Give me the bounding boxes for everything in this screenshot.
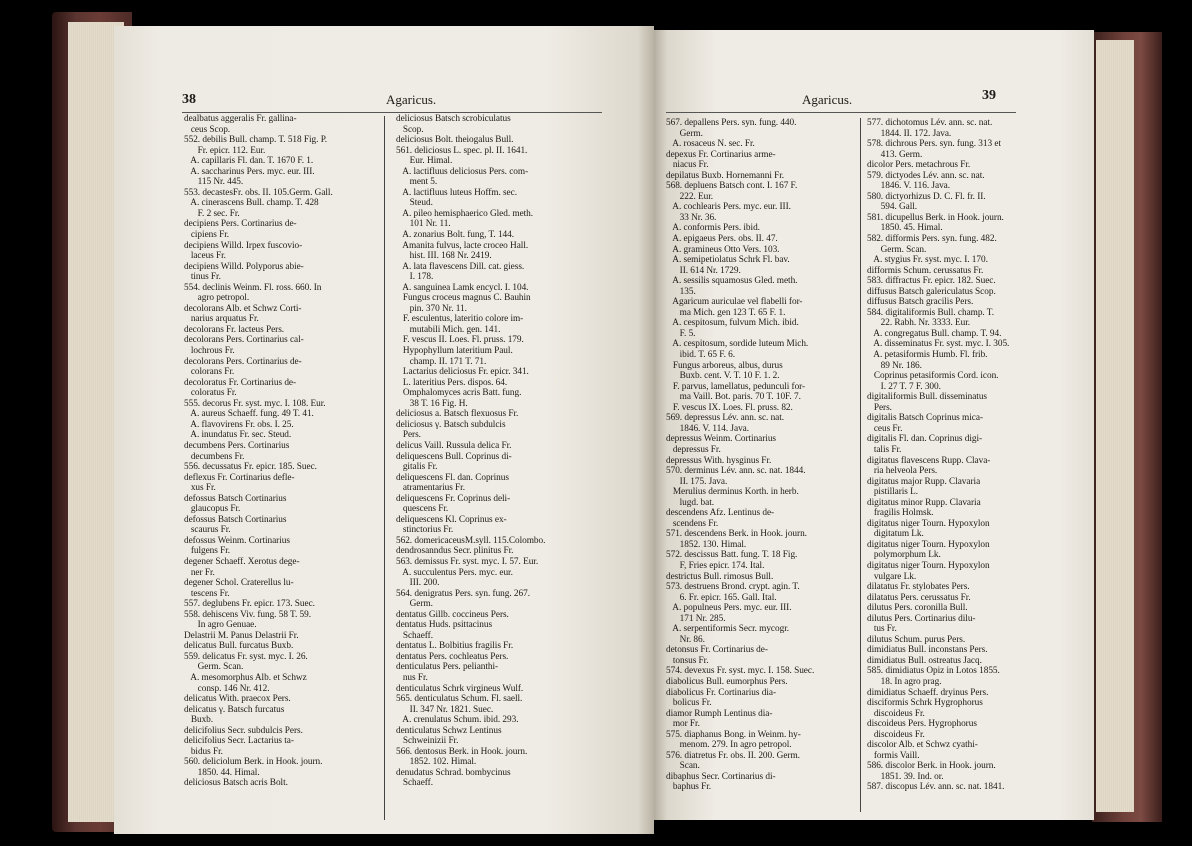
index-entry-line: champ. II. 171 T. 71. (396, 356, 487, 367)
index-entry-line: 585. dimidiatus Opiz in Lotos 1855. (867, 666, 1000, 677)
index-entry-line: 581. dicupellus Berk. in Hook. journ. (867, 212, 1004, 223)
index-entry-line: fragilis Holmsk. (867, 508, 934, 519)
index-entry-line: 561. deliciosus L. spec. pl. II. 1641. (396, 145, 528, 156)
index-entry-line: A. mesomorphus Alb. et Schwz (184, 672, 307, 683)
index-entry-line: A. stygius Fr. syst. myc. I. 170. (867, 255, 988, 266)
index-entry-line: delicifolius Secr. subdulcis Pers. (184, 725, 303, 736)
index-entry-line: A. cochlearis Pers. myc. eur. III. (666, 202, 791, 213)
index-entry-line: Coprinus petasiformis Cord. icon. (867, 371, 999, 382)
index-entry-line: F. vescus IX. Loes. Fl. pruss. 82. (666, 402, 793, 413)
index-entry-line: digitatus flavescens Rupp. Clava- (867, 455, 991, 466)
index-entry-line: polymorphum Lk. (867, 550, 941, 561)
index-entry-line: tescens Fr. (184, 588, 230, 599)
index-entry-line: depressus Fr. (666, 444, 721, 455)
index-entry-line: digitalis Fl. dan. Coprinus digi- (867, 434, 983, 445)
index-entry-line: 22. Rabh. Nr. 3333. Eur. (867, 318, 971, 329)
index-entry-line: A. serpentiformis Secr. mycogr. (666, 624, 790, 635)
right-header-rule (666, 112, 1016, 113)
index-entry-line: A. sanguinea Lamk encycl. I. 104. (396, 282, 529, 293)
index-entry-line: digitatum Lk. (867, 529, 924, 540)
index-entry-line: F. parvus, lamellatus, pedunculi for- (666, 381, 806, 392)
index-entry-line: Buxb. cent. V. T. 10 F. 1. 2. (666, 371, 780, 382)
index-entry-line: 576. diatretus Fr. obs. II. 200. Germ. (666, 750, 800, 761)
index-entry-line: 562. domericaceusM.syll. 115.Colombo. (396, 535, 546, 546)
index-entry-line: discolor Alb. et Schwz cyathi- (867, 740, 978, 751)
index-entry-line: delicatus With. praecox Pers. (184, 694, 291, 705)
index-entry-line: decolorans Pers. Cortinarius de- (184, 356, 302, 367)
index-entry-line: difformis Schum. cerussatus Fr. (867, 265, 984, 276)
index-entry-line: 89 Nr. 186. (867, 360, 922, 371)
index-entry-line: 552. debilis Bull. champ. T. 518 Fig. P. (184, 135, 328, 146)
index-entry-line: digitatus minor Rupp. Clavaria (867, 497, 981, 508)
index-entry-line: Agaricum auriculae vel flabelli for- (666, 297, 803, 308)
index-entry-line: diabolicus Bull. eumorphus Pers. (666, 676, 788, 687)
index-entry-line: deliciosus Bolt. theiogalus Bull. (396, 135, 514, 146)
index-entry-line: 570. derminus Lév. ann. sc. nat. 1844. (666, 466, 806, 477)
index-entry-line: diffusus Batsch galericulatus Scop. (867, 286, 996, 297)
index-entry-line: Schweinizii Fr. (396, 736, 459, 747)
index-entry-line: bidus Fr. (184, 746, 223, 757)
index-entry-line: A. pileo hemisphaerico Gled. meth. (396, 208, 534, 219)
index-entry-line: ma Mich. gen 123 T. 65 F. 1. (666, 307, 786, 318)
index-entry-line: dealbatus aggeralis Fr. gallina- (184, 114, 297, 124)
index-entry-line: digitatus niger Tourn. Hypoxylon (867, 539, 990, 550)
index-entry-line: 38 T. 16 Fig. H. (396, 398, 468, 409)
index-entry-line: decumbens Fr. (184, 451, 245, 462)
index-entry-line: 1846. V. 114. Java. (666, 423, 750, 434)
index-entry-line: II. 614 Nr. 1729. (666, 265, 741, 276)
index-entry-line: consp. 146 Nr. 412. (184, 683, 270, 694)
index-entry-line: digitaliformis Bull. disseminatus (867, 392, 987, 403)
index-entry-line: mutabili Mich. gen. 141. (396, 324, 501, 335)
index-entry-line: quescens Fr. (396, 504, 449, 515)
index-entry-line: vulgare Lk. (867, 571, 917, 582)
index-entry-line: A. lactifluus luteus Hoffm. sec. (396, 187, 517, 198)
index-entry-line: depressus With. hysginus Fr. (666, 455, 772, 466)
right-page-column-2 (867, 118, 1009, 793)
index-entry-line: discoideus Fr. (867, 729, 925, 740)
left-page-number: 38 (182, 92, 196, 107)
index-entry-line: 101 Nr. 11. (396, 219, 451, 230)
index-entry-line: depexus Fr. Cortinarius arme- (666, 149, 776, 160)
index-entry-line: bolicus Fr. (666, 698, 712, 709)
index-entry-line: Scan. (666, 761, 700, 772)
index-entry-line: diabolicus Fr. Cortinarius dia- (666, 687, 776, 698)
index-entry-line: degener Schaeff. Xerotus dege- (184, 556, 300, 567)
index-entry-line: 413. Germ. (867, 149, 923, 160)
index-entry-line: agro petropol. (184, 293, 250, 304)
index-entry-line: A. zonarius Bolt. fung, T. 144. (396, 230, 515, 241)
index-entry-line: dicolor Pers. metachrous Fr. (867, 160, 971, 171)
index-entry-line: tinus Fr. (184, 272, 221, 283)
index-entry-line: pin. 370 Nr. 11. (396, 303, 467, 314)
index-entry-line: A. cespitosum, sordide luteum Mich. (666, 339, 809, 350)
index-entry-line: F, Fries epicr. 174. Ital. (666, 560, 765, 571)
index-entry-line: II. 347 Nr. 1821. Suec. (396, 704, 494, 715)
index-entry-line: hist. III. 168 Nr. 2419. (396, 251, 492, 262)
index-entry-line: formis Vaill. (867, 750, 920, 761)
index-entry-line: 563. demissus Fr. syst. myc. I. 57. Eur. (396, 556, 539, 567)
index-entry-line: 567. depallens Pers. syn. fung. 440. (666, 118, 797, 128)
index-entry-line: narius arquatus Fr. (184, 314, 259, 325)
index-entry-line: colorans Fr. (184, 367, 235, 378)
index-entry-line: A. saccharinus Pers. myc. eur. III. (184, 166, 315, 177)
index-entry-line: gitalis Fr. (396, 462, 438, 473)
index-entry-line: delicatus Bull. furcatus Buxb. (184, 641, 294, 652)
index-entry-line: detonsus Fr. Cortinarius de- (666, 645, 768, 656)
index-entry-line: niacus Fr. (666, 160, 709, 171)
index-entry-line: dibaphus Secr. Cortinarius di- (666, 771, 776, 782)
index-entry-line: 594. Gall. (867, 202, 918, 213)
index-entry-line: dimidiatus Bull. inconstans Pers. (867, 645, 988, 656)
index-entry-line: 553. decastesFr. obs. II. 105.Germ. Gall. (184, 187, 333, 198)
index-entry-line: F. 5. (666, 328, 696, 339)
index-entry-line: dentatus Gillb. coccineus Pers. (396, 609, 509, 620)
index-entry-line: deliquescens Kl. Coprinus ex- (396, 514, 507, 525)
index-entry-line: 135. (666, 286, 696, 297)
right-page-number: 39 (982, 88, 996, 103)
index-entry-line: Merulius derminus Korth. in herb. (666, 487, 799, 498)
index-entry-line: pistillaris L. (867, 487, 919, 498)
index-entry-line: F. 2 sec. Fr. (184, 208, 240, 219)
index-entry-line: A. inundatus Fr. sec. Steud. (184, 430, 292, 441)
index-entry-line: deliciosus γ. Batsch subdulcis (396, 419, 506, 430)
index-entry-line: 6. Fr. epicr. 165. Gall. Ital. (666, 592, 777, 603)
index-entry-line: 573. destruens Brond. crypt. agin. T. (666, 582, 800, 593)
open-book (52, 10, 1162, 836)
index-entry-line: nus Fr. (396, 672, 428, 683)
left-column-divider (384, 116, 385, 820)
index-entry-line: deliciosus a. Batsch flexuosus Fr. (396, 409, 519, 420)
index-entry-line: deliquescens Bull. Coprinus di- (396, 451, 512, 462)
index-entry-line: decolorans Pers. Cortinarius cal- (184, 335, 304, 346)
index-entry-line: II. 175. Java. (666, 476, 728, 487)
index-entry-line: 586. discolor Berk. in Hook. journ. (867, 761, 996, 772)
index-entry-line: 564. denigratus Pers. syn. fung. 267. (396, 588, 530, 599)
index-entry-line: deliquescens Fr. Coprinus deli- (396, 493, 511, 504)
index-entry-line: 574. devexus Fr. syst. myc. I. 158. Suec. (666, 666, 815, 677)
index-entry-line: A. flavovirens Fr. obs. I. 25. (184, 419, 294, 430)
index-entry-line: 557. deglubens Fr. epicr. 173. Suec. (184, 599, 315, 610)
index-entry-line: discoideus Pers. Hygrophorus (867, 719, 977, 730)
index-entry-line: depilatus Buxb. Hornemanni Fr. (666, 170, 785, 181)
index-entry-line: dendrosanndus Secr. plinitus Fr. (396, 546, 514, 557)
index-entry-line: ria helveola Pers. (867, 466, 938, 477)
index-entry-line: denticulatus Pers. pelianthi- (396, 662, 499, 673)
index-entry-line: In agro Genuae. (184, 620, 257, 631)
index-entry-line: A. semipetiolatus Schrk Fl. bav. (666, 255, 790, 266)
index-entry-line: lochrous Fr. (184, 346, 235, 357)
index-entry-line: digitatus major Rupp. Clavaria (867, 476, 981, 487)
index-entry-line: digitatus niger Tourn. Hypoxylon (867, 518, 990, 529)
index-entry-line: dentatus Pers. cochleatus Pers. (396, 651, 509, 662)
index-entry-line: glaucopus Fr. (184, 504, 241, 515)
index-entry-line: mor Fr. (666, 719, 700, 730)
index-entry-line: denticulatus Schwz Lentinus (396, 725, 502, 736)
left-page-column-2 (396, 114, 545, 789)
index-entry-line: A. congregatus Bull. champ. T. 94. (867, 328, 1002, 339)
index-entry-line: A. cespitosum, fulvum Mich. ibid. (666, 318, 799, 329)
index-entry-line: 578. dichrous Pers. syn. fung. 313 et (867, 139, 1001, 150)
index-entry-line: A. rosaceus N. sec. Fr. (666, 139, 755, 150)
index-entry-line: 1846. V. 116. Java. (867, 181, 951, 192)
left-header-rule (182, 112, 602, 113)
index-entry-line: 577. dichotomus Lév. ann. sc. nat. (867, 118, 993, 128)
index-entry-line: destrictus Bull. rimosus Bull. (666, 571, 774, 582)
index-entry-line: diffusus Batsch gracilis Pers. (867, 297, 974, 308)
index-entry-line: dilatatus Fr. stylobates Pers. (867, 582, 970, 593)
index-entry-line: A. petasiformis Humb. Fl. frib. (867, 350, 988, 361)
index-entry-line: decolorans Fr. lacteus Pers. (184, 324, 285, 335)
index-entry-line: Germ. (666, 128, 703, 139)
index-entry-line: III. 200. (396, 578, 440, 589)
index-entry-line: A. gramineus Otto Vers. 103. (666, 244, 780, 255)
right-page-column-1 (666, 118, 814, 793)
index-entry-line: deflexus Fr. Cortinarius defle- (184, 472, 295, 483)
index-entry-line: 582. difformis Pers. syn. fung. 482. (867, 234, 997, 245)
index-entry-line: Pers. (396, 430, 421, 441)
page-edges-right (1096, 40, 1134, 812)
index-entry-line: digitatus niger Tourn. Hypoxylon (867, 560, 990, 571)
index-entry-line: 568. depluens Batsch cont. I. 167 F. (666, 181, 798, 192)
index-entry-line: deliciosus Batsch scrobiculatus (396, 114, 511, 124)
index-entry-line: Buxb. (184, 715, 214, 726)
index-entry-line: L. lateritius Pers. dispos. 64. (396, 377, 508, 388)
index-entry-line: Fr. epicr. 112. Eur. (184, 145, 266, 156)
index-entry-line: descendens Afz. Lentinus de- (666, 508, 775, 519)
index-entry-line: defossus Batsch Cortinarius (184, 493, 287, 504)
index-entry-line: Schaeff. (396, 630, 433, 641)
index-entry-line: 33 Nr. 36. (666, 212, 717, 223)
index-entry-line: delicatus γ. Batsch furcatus (184, 704, 285, 715)
index-entry-line: ibid. T. 65 F. 6. (666, 350, 736, 361)
index-entry-line: coloratus Fr. (184, 388, 237, 399)
index-entry-line: Delastrii M. Panus Delastrii Fr. (184, 630, 299, 641)
index-entry-line: F. vescus II. Loes. Fl. pruss. 179. (396, 335, 524, 346)
index-entry-line: I. 178. (396, 272, 434, 283)
index-entry-line: 575. diaphanus Bong. in Weinm. hy- (666, 729, 801, 740)
index-entry-line: 565. denticulatus Schum. Fl. saell. (396, 694, 523, 705)
index-entry-line: 1852. 130. Himal. (666, 539, 747, 550)
index-entry-line: Lactarius deliciosus Fr. epicr. 341. (396, 367, 529, 378)
index-entry-line: 566. dentosus Berk. in Hook. journ. (396, 746, 528, 757)
index-entry-line: dilutus Pers. Cortinarius dilu- (867, 613, 976, 624)
index-entry-line: tus Fr. (867, 624, 897, 635)
index-entry-line: diamor Rumph Lentinus dia- (666, 708, 773, 719)
left-page-column-1 (184, 114, 333, 789)
index-entry-line: laceus Fr. (184, 251, 226, 262)
index-entry-line: F. esculentus, lateritio colore im- (396, 314, 524, 325)
index-entry-line: A. crenulatus Schum. ibid. 293. (396, 715, 519, 726)
index-entry-line: menom. 279. In agro petropol. (666, 740, 792, 751)
index-entry-line: 583. diffractus Fr. epicr. 182. Suec. (867, 276, 996, 287)
index-entry-line: A. populneus Pers. myc. eur. III. (666, 603, 792, 614)
index-entry-line: 171 Nr. 285. (666, 613, 726, 624)
index-entry-line: A. epigaeus Pers. obs. II. 47. (666, 234, 778, 245)
index-entry-line: denticulatus Schrk virgineus Wulf. (396, 683, 524, 694)
index-entry-line: 115 Nr. 445. (184, 177, 244, 188)
index-entry-line: A. aureus Schaeff. fung. 49 T. 41. (184, 409, 314, 420)
index-entry-line: decipiens Willd. Irpex fuscovio- (184, 240, 303, 251)
index-entry-line: fulgens Fr. (184, 546, 231, 557)
index-entry-line: A. capillaris Fl. dan. T. 1670 F. 1. (184, 156, 314, 167)
right-running-head: Agaricus. (802, 92, 853, 107)
left-page (114, 26, 654, 834)
index-entry-line: Hypophyllum lateritium Paul. (396, 346, 513, 357)
left-running-head: Agaricus. (386, 92, 437, 107)
index-entry-line: Pers. (867, 402, 892, 413)
index-entry-line: A. lactifluus deliciosus Pers. com- (396, 166, 529, 177)
index-entry-line: Scop. (396, 124, 424, 135)
index-entry-line: A. succulentus Pers. myc. eur. (396, 567, 513, 578)
index-entry-line: Eur. Himal. (396, 156, 453, 167)
index-entry-line: Schaeff. (396, 778, 433, 789)
index-entry-line: delicus Vaill. Russula delica Fr. (396, 440, 512, 451)
index-entry-line: deliciosus Batsch acris Bolt. (184, 778, 288, 789)
index-entry-line: denudatus Schrad. bombycinus (396, 767, 511, 778)
index-entry-line: scaurus Fr. (184, 525, 231, 536)
index-entry-line: dilatatus Pers. cerussatus Fr. (867, 592, 971, 603)
index-entry-line: ment 5. (396, 177, 438, 188)
index-entry-line: Germ. (396, 599, 433, 610)
index-entry-line: I. 27 T. 7 F. 300. (867, 381, 941, 392)
index-entry-line: 572. descissus Batt. fung. T. 18 Fig. (666, 550, 798, 561)
index-entry-line: delicifolius Secr. Lactarius ta- (184, 736, 294, 747)
index-entry-line: 559. delicatus Fr. syst. myc. I. 26. (184, 651, 308, 662)
index-entry-line: 1844. II. 172. Java. (867, 128, 952, 139)
index-entry-line: 558. dehiscens Viv. fung. 58 T. 59. (184, 609, 311, 620)
index-entry-line: A. cinerascens Bull. champ. T. 428 (184, 198, 319, 209)
index-entry-line: xus Fr. (184, 483, 216, 494)
index-entry-line: 571. descendens Berk. in Hook. journ. (666, 529, 807, 540)
index-entry-line: tonsus Fr. (666, 655, 709, 666)
index-entry-line: scendens Fr. (666, 518, 719, 529)
index-entry-line: decipiens Pers. Cortinarius de- (184, 219, 297, 230)
index-entry-line: 555. decorus Fr. syst. myc. I. 108. Eur. (184, 398, 326, 409)
index-entry-line: ceus Fr. (867, 423, 903, 434)
index-entry-line: dentatus L. Bolbitius fragilis Fr. (396, 641, 514, 652)
index-entry-line: 560. deliciolum Berk. in Hook. journ. (184, 757, 323, 768)
index-entry-line: Nr. 86. (666, 634, 705, 645)
index-entry-line: 1850. 44. Himal. (184, 767, 260, 778)
index-entry-line: dilutus Pers. coronilla Bull. (867, 603, 968, 614)
index-entry-line: decumbens Pers. Cortinarius (184, 440, 290, 451)
index-entry-line: Amanita fulvus, lacte croceo Hall. (396, 240, 529, 251)
index-entry-line: defossus Weinm. Cortinarius (184, 535, 290, 546)
index-entry-line: Germ. Scan. (867, 244, 927, 255)
index-entry-line: 587. discopus Lév. ann. sc. nat. 1841. (867, 782, 1005, 793)
index-entry-line: digitalis Batsch Coprinus mica- (867, 413, 983, 424)
index-entry-line: Fungus arboreus, albus, durus (666, 360, 783, 371)
index-entry-line: 1852. 102. Himal. (396, 757, 477, 768)
index-entry-line: lugd. bat. (666, 497, 715, 508)
index-entry-line: decipiens Willd. Polyporus abie- (184, 261, 304, 272)
index-entry-line: depressus Weinm. Cortinarius (666, 434, 777, 445)
index-entry-line: 556. decussatus Fr. epicr. 185. Suec. (184, 462, 317, 473)
index-entry-line: A. conformis Pers. ibid. (666, 223, 760, 234)
index-entry-line: dentatus Huds. psittacinus (396, 620, 493, 631)
index-entry-line: dilutus Schum. purus Pers. (867, 634, 966, 645)
index-entry-line: decoloratus Fr. Cortinarius de- (184, 377, 297, 388)
index-entry-line: dimidiatus Schaeff. dryinus Pers. (867, 687, 989, 698)
index-entry-line: ner Fr. (184, 567, 215, 578)
index-entry-line: A. sessilis squamosus Gled. meth. (666, 276, 798, 287)
index-entry-line: ceus Scop. (184, 124, 231, 135)
index-entry-line: 579. dictyodes Lév. ann. sc. nat. (867, 170, 985, 181)
index-entry-line: Germ. Scan. (184, 662, 244, 673)
index-entry-line: dimidiatus Bull. ostreatus Jacq. (867, 655, 982, 666)
index-entry-line: decolorans Alb. et Schwz Corti- (184, 303, 302, 314)
index-entry-line: deliquescens Fl. dan. Coprinus (396, 472, 509, 483)
index-entry-line: atramentarius Fr. (396, 483, 465, 494)
index-entry-line: 1850. 45. Himal. (867, 223, 943, 234)
index-entry-line: baphus Fr. (666, 782, 712, 793)
right-column-divider (860, 118, 861, 812)
index-entry-line: 18. In agro prag. (867, 676, 942, 687)
index-entry-line: 569. depressus Lév. ann. sc. nat. (666, 413, 785, 424)
index-entry-line: 222. Eur. (666, 191, 714, 202)
index-entry-line: stinctorius Fr. (396, 525, 454, 536)
index-entry-line: discoideus Fr. (867, 708, 925, 719)
index-entry-line: 1851. 39. Ind. or. (867, 771, 944, 782)
index-entry-line: degener Schol. Craterellus lu- (184, 578, 294, 589)
index-entry-line: Omphalomyces acris Batt. fung. (396, 388, 522, 399)
index-entry-line: 584. digitaliformis Bull. champ. T. (867, 307, 995, 318)
index-entry-line: 554. declinis Weinm. Fl. ross. 660. In (184, 282, 322, 293)
right-page (654, 30, 1094, 820)
index-entry-line: Fungus croceus magnus C. Bauhin (396, 293, 531, 304)
index-entry-line: A. disseminatus Fr. syst. myc. I. 305. (867, 339, 1010, 350)
index-entry-line: disciformis Schrk Hygrophorus (867, 698, 983, 709)
index-entry-line: A. lata flavescens Dill. cat. giess. (396, 261, 525, 272)
index-entry-line: Steud. (396, 198, 433, 209)
index-entry-line: 580. dictyorhizus D. C. Fl. fr. II. (867, 191, 986, 202)
index-entry-line: ma Vaill. Bot. paris. 70 T. 10F. 7. (666, 392, 801, 403)
index-entry-line: cipiens Fr. (184, 230, 230, 241)
index-entry-line: defossus Batsch Cortinarius (184, 514, 287, 525)
index-entry-line: talis Fr. (867, 444, 902, 455)
